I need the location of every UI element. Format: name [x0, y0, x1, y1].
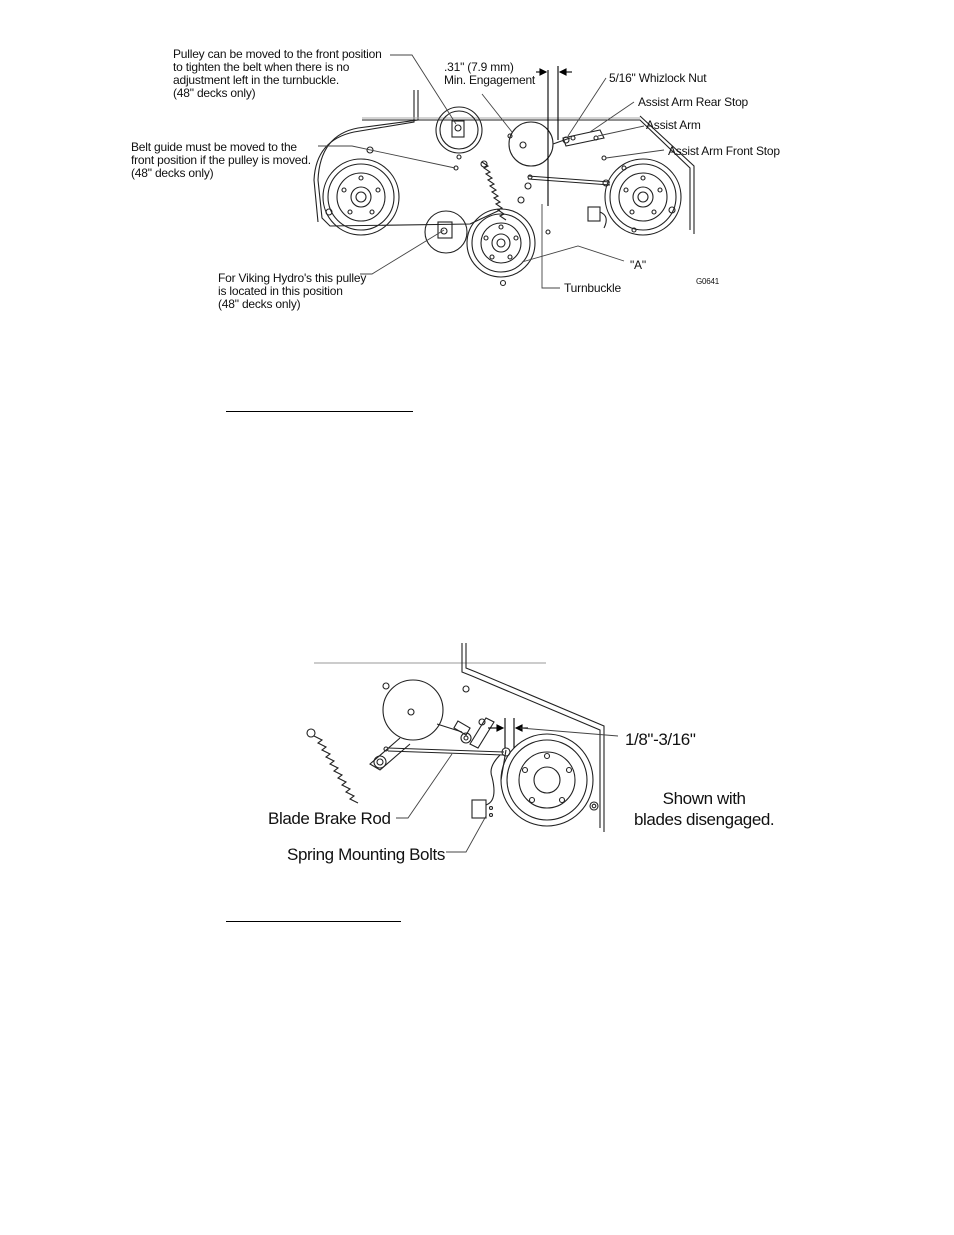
assist-arm-rear-stop-label: Assist Arm Rear Stop: [638, 95, 749, 109]
spring-bracket-2: [472, 755, 500, 818]
section-heading-rule-2: [226, 921, 401, 922]
spindle-pulley-2: [501, 734, 593, 826]
idler-pulley-2: [383, 680, 469, 740]
deck-housing-2: [314, 643, 604, 832]
viking-hydro-line-3: (48" decks only): [218, 297, 301, 311]
gap-label: 1/8"-3/16": [625, 730, 696, 749]
tension-spring-2: [307, 729, 358, 803]
leader-lines-fig2: [396, 728, 618, 852]
pulley-move-line-1: Pulley can be moved to the front position: [173, 47, 382, 61]
belt-guide-line-1: Belt guide must be moved to the: [131, 140, 297, 154]
spring-mounting-bolts-label: Spring Mounting Bolts: [287, 845, 445, 864]
blade-brake-rod-label: Blade Brake Rod: [268, 809, 391, 828]
a-label: "A": [630, 258, 646, 272]
shown-with-line-2: blades disengaged.: [634, 810, 775, 829]
pulley-move-line-2: to tighten the belt when there is no: [173, 60, 350, 74]
belt-guide-line-2: front position if the pulley is moved.: [131, 153, 311, 167]
assist-arm-label: Assist Arm: [646, 118, 701, 132]
idler-arm-2: [370, 738, 410, 770]
pulley-move-line-3: adjustment left in the turnbuckle.: [173, 73, 339, 87]
engagement-line-2: Min. Engagement: [444, 73, 536, 87]
belt-guide-line-3: (48" decks only): [131, 166, 214, 180]
pulley-move-line-4: (48" decks only): [173, 86, 256, 100]
assist-arm-2: [454, 718, 494, 748]
assist-arm-front-stop-label: Assist Arm Front Stop: [668, 144, 780, 158]
shown-with-note: [634, 788, 774, 830]
engagement-line-1: .31" (7.9 mm): [444, 60, 514, 74]
viking-hydro-line-1: For Viking Hydro's this pulley: [218, 271, 367, 285]
shown-with-line-1: Shown with: [662, 789, 746, 808]
viking-hydro-line-2: is located in this position: [218, 284, 343, 298]
figure-code: G0641: [696, 277, 720, 286]
deck-bolt-2: [590, 802, 598, 810]
whizlock-nut-label: 5/16" Whizlock Nut: [609, 71, 707, 85]
turnbuckle-label: Turnbuckle: [564, 281, 621, 295]
blade-brake-rod: [384, 747, 510, 756]
